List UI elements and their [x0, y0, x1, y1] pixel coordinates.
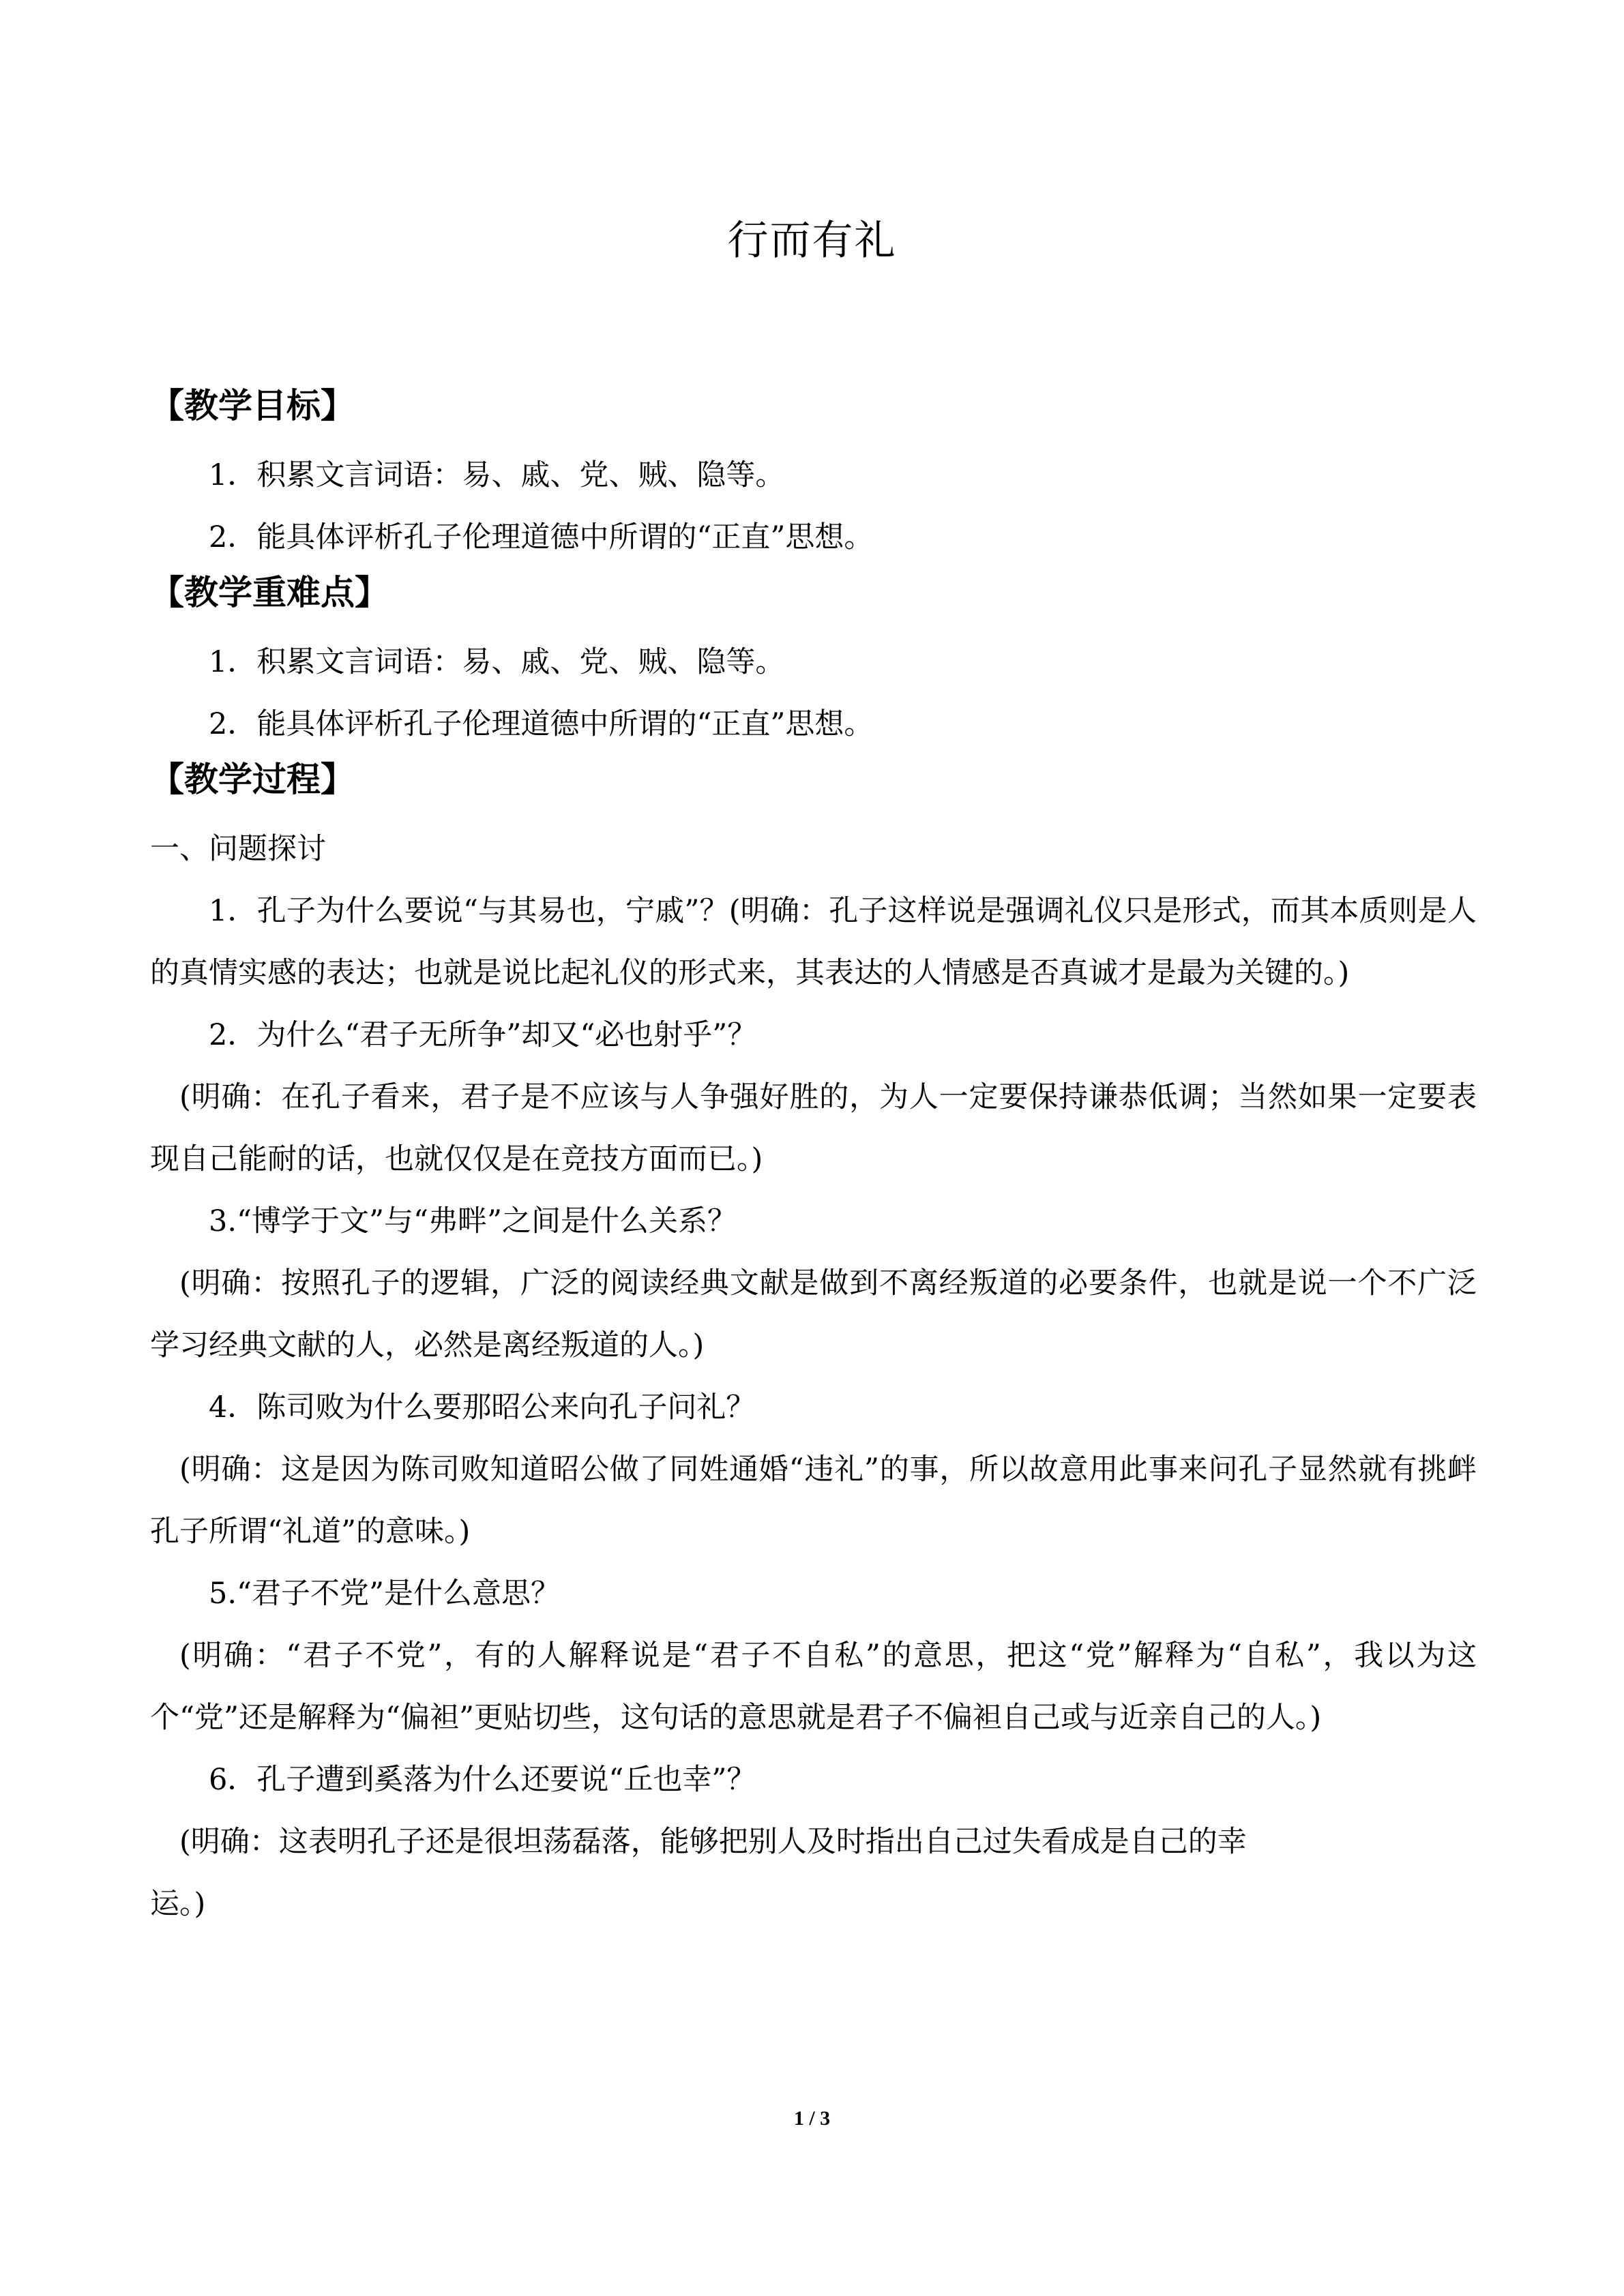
document-body: [150, 382, 1477, 1935]
question-4: 4．陈司败为什么要那昭公来向孔子问礼？: [209, 1390, 756, 1425]
process-part-label: 一、问题探讨: [150, 832, 326, 866]
question-2: 2．为什么“君子无所争”却又“必也射乎”？: [209, 1018, 757, 1052]
answer-2: (明确：在孔子看来，君子是不应该与人争强好胜的，为人一定要保持谦恭低调；当然如果一定要表现自己能耐的话，也就仅仅是在竞技方面而已。): [150, 1080, 1477, 1176]
key-point-item: 2．能具体评析孔子伦理道德中所谓的“正直”思想。: [209, 707, 874, 741]
key-points-heading: 【教学重难点】: [150, 573, 389, 612]
answer-5: (明确：“君子不党”，有的人解释说是“君子不自私”的意思，把这“党”解释为“自私”，我以为这个“党”还是解释为“偏袒”更贴切些，这句话的意思就是君子不偏袒自己或与近亲自己的人。): [150, 1639, 1477, 1735]
process-heading: 【教学过程】: [150, 760, 355, 799]
objective-item: 1．积累文言词语：易、戚、党、贼、隐等。: [209, 458, 785, 492]
answer-4: (明确：这是因为陈司败知道昭公做了同姓通婚“违礼”的事，所以故意用此事来问孔子显然就有挑衅孔子所谓“礼道”的意味。): [150, 1452, 1477, 1549]
objective-item: 2．能具体评析孔子伦理道德中所谓的“正直”思想。: [209, 520, 874, 554]
answer-3: (明确：按照孔子的逻辑，广泛的阅读经典文献是做到不离经叛道的必要条件，也就是说一个不广泛学习经典文献的人，必然是离经叛道的人。): [150, 1266, 1477, 1362]
page-title: 行而有礼: [727, 217, 897, 265]
page-number: 1 / 3: [793, 2107, 831, 2130]
answer-6-line-1: (明确：这表明孔子还是很坦荡磊落，能够把别人及时指出自己过失看成是自己的幸: [179, 1825, 1247, 1859]
key-point-item: 1．积累文言词语：易、戚、党、贼、隐等。: [209, 645, 785, 679]
question-6: 6．孔子遭到奚落为什么还要说“丘也幸”？: [209, 1763, 756, 1797]
objectives-heading: 【教学目标】: [150, 386, 355, 426]
answer-6-line-2: 运。): [150, 1887, 206, 1921]
question-1: 1．孔子为什么要说“与其易也，宁戚”？(明确：孔子这样说是强调礼仪只是形式，而其本质则是人的真情实感的表达；也就是说比起礼仪的形式来，其表达的人情感是否真诚才是最为关键的。): [150, 894, 1477, 990]
question-3: 3.“博学于文”与“弗畔”之间是什么关系？: [209, 1204, 737, 1238]
question-5: 5.“君子不党”是什么意思？: [209, 1577, 560, 1611]
